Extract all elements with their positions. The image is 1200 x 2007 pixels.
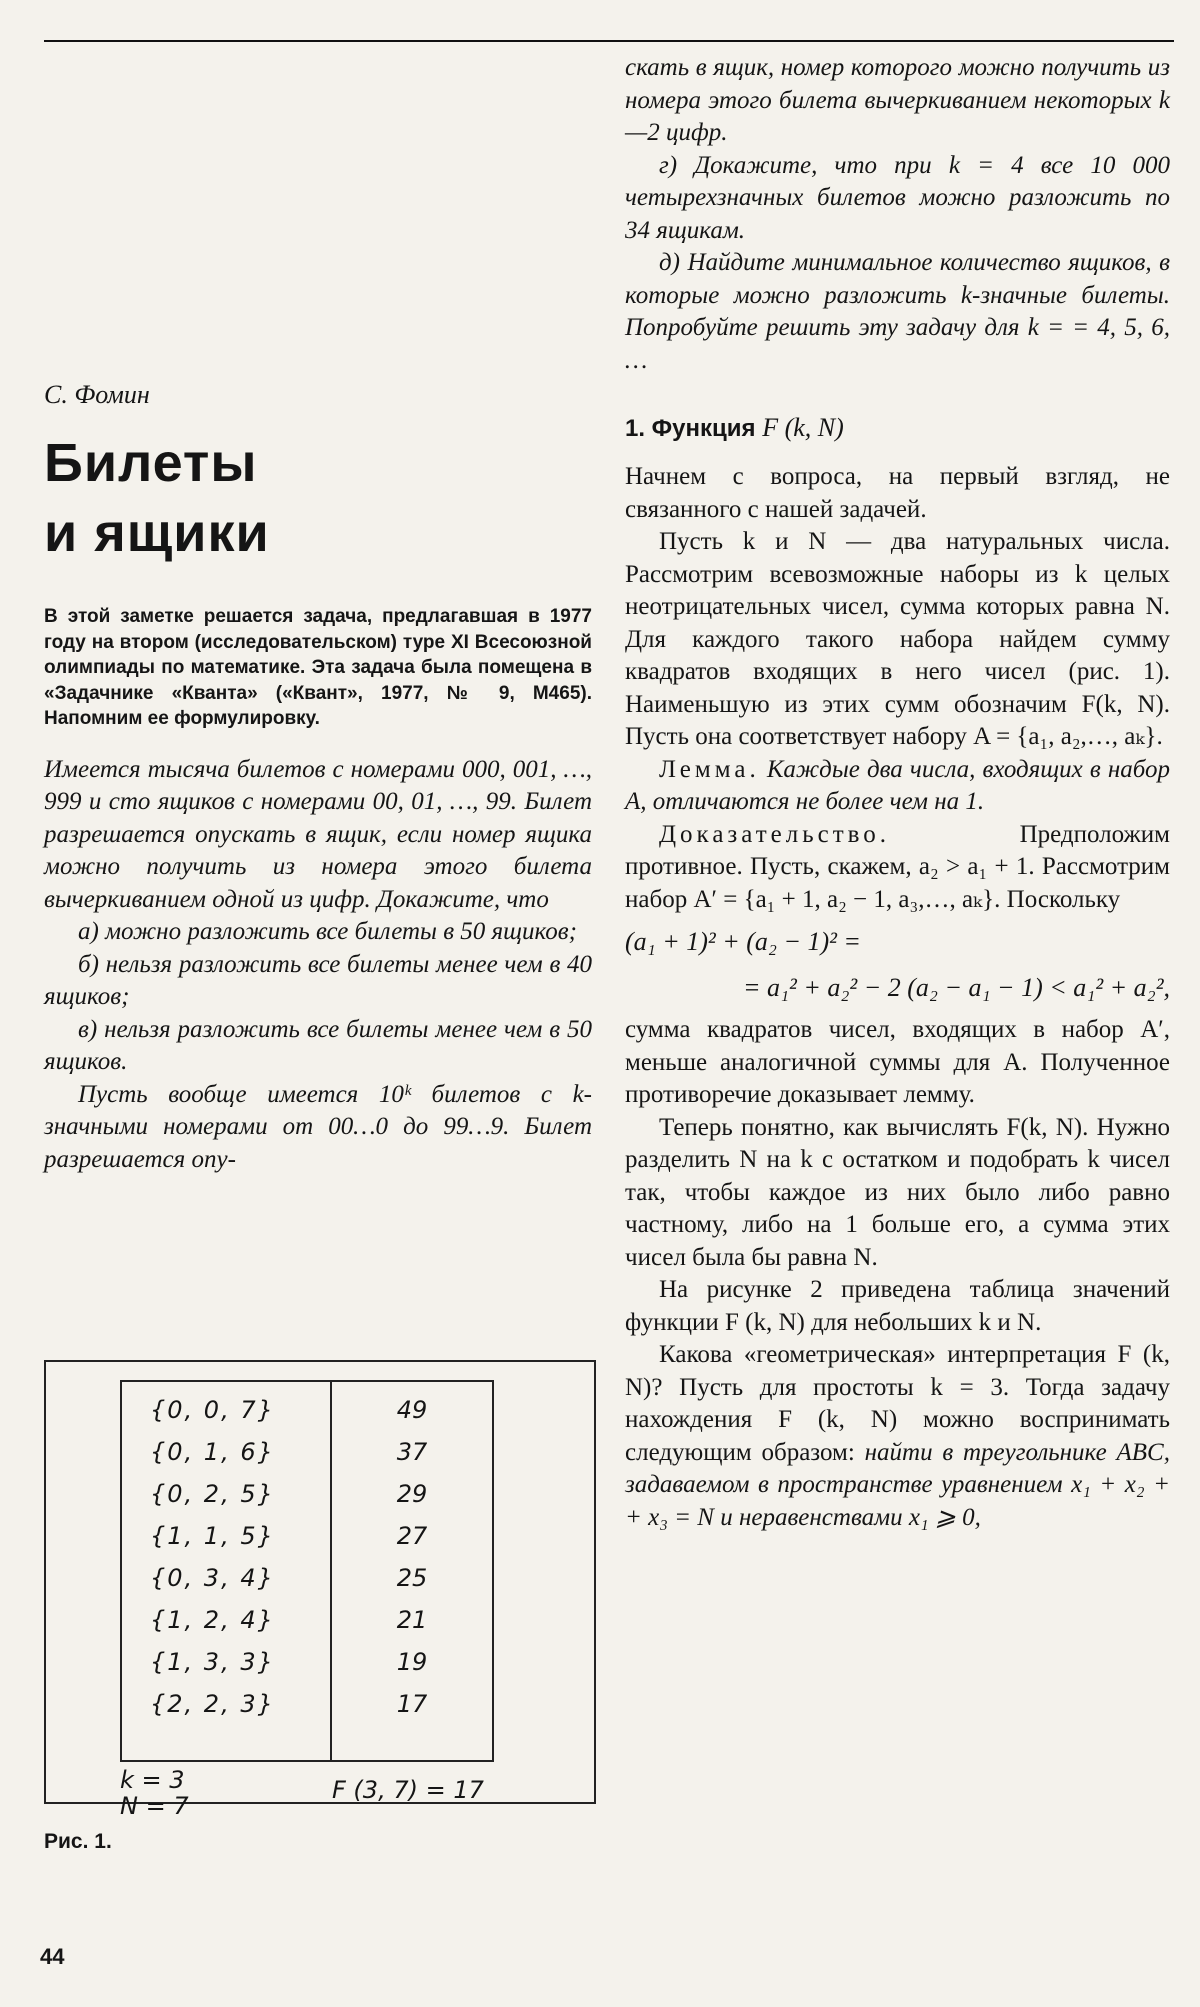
figure-row bbox=[122, 1564, 492, 1605]
section-1-paragraph-4: Теперь понятно, как вычислять F(k, N). Нужно разделить N на k с остатком и подобрать k чисел так, чтобы каждое из них было либо равно частному, либо на 1 больше его, а сумма этих чисел была бы равна N. bbox=[625, 1113, 1170, 1271]
figure-row-value: 19 bbox=[396, 1648, 428, 1676]
lemma-label: Лемма. bbox=[659, 755, 760, 783]
article-title bbox=[44, 428, 592, 568]
figure-row-set: {1, 2, 4} bbox=[150, 1606, 275, 1634]
proof-text: Предположим противное. Пусть, скажем, a₂ > a₁ + 1. Рассмотрим набор A′ = {a₁ + 1, a₂ − 1, a₃,…, aₖ}. Поскольку bbox=[625, 820, 1170, 913]
title-line-2: и ящики bbox=[44, 503, 270, 563]
problem-general: Пусть вообще имеется 10ᵏ билетов с k-значными номерами от 00…0 до 99…9. Билет разрешается опу- bbox=[44, 1080, 592, 1173]
proof bbox=[625, 819, 1170, 917]
figure-row-set: {0, 2, 5} bbox=[150, 1480, 275, 1508]
figure-1 bbox=[44, 1360, 596, 1820]
figure-k-label: k = 3 bbox=[120, 1766, 185, 1794]
figure-row-value: 21 bbox=[396, 1606, 428, 1634]
figure-row-value: 27 bbox=[396, 1522, 428, 1550]
figure-row-value: 37 bbox=[396, 1438, 428, 1466]
section-1-paragraph-3: сумма квадратов чисел, входящих в набор A′, меньше аналогичной суммы для A. Полученное противоречие доказывает лемму. bbox=[625, 1016, 1170, 1108]
figure-row-value: 17 bbox=[396, 1690, 428, 1718]
problem-intro: Имеется тысяча билетов с номерами 000, 001, …, 999 и сто ящиков с номерами 00, 01, …, 99. Билет разрешается опускать в ящик, если номер ящика можно получить из номера этого билета вычеркиванием одной из цифр. Докажите, что bbox=[44, 755, 592, 913]
section-1-paragraph-6 bbox=[625, 1339, 1170, 1534]
lemma-text: Каждые два числа, входящих в набор A, отличаются не более чем на 1. bbox=[625, 755, 1170, 815]
figure-row-set: {2, 2, 3} bbox=[150, 1690, 275, 1718]
section-1-paragraph-5: На рисунке 2 приведена таблица значений функции F (k, N) для небольших k и N. bbox=[625, 1276, 1170, 1336]
proof-label: Доказательство. bbox=[659, 820, 891, 848]
figure-row bbox=[122, 1438, 492, 1479]
problem-item-b: б) нельзя разложить все билеты менее чем в 40 ящиков; bbox=[44, 950, 592, 1010]
figure-row bbox=[122, 1396, 492, 1437]
figure-row bbox=[122, 1690, 492, 1731]
figure-caption: Рис. 1. bbox=[44, 1830, 112, 1853]
problem-item-v: в) нельзя разложить все билеты менее чем в 50 ящиков. bbox=[44, 1015, 592, 1075]
figure-row-value: 29 bbox=[396, 1480, 428, 1508]
problem-item-a: а) можно разложить все билеты в 50 ящиков; bbox=[78, 918, 577, 945]
problem-continued: скать в ящик, номер которого можно получить из номера этого билета вычеркиванием некоторых k—2 цифр. bbox=[625, 54, 1170, 146]
figure-table bbox=[120, 1380, 494, 1762]
figure-row-value: 49 bbox=[396, 1396, 428, 1424]
figure-n-label: N = 7 bbox=[120, 1792, 189, 1820]
right-column bbox=[625, 52, 1170, 1534]
author: С. Фомин bbox=[44, 380, 150, 409]
figure-row bbox=[122, 1606, 492, 1647]
figure-row bbox=[122, 1480, 492, 1521]
figure-row-set: {1, 1, 5} bbox=[150, 1522, 275, 1550]
lead-paragraph: В этой заметке решается задача, предлагавшая в 1977 году на втором (исследовательском) туре XI Всесоюзной олимпиады по математике. Эта задача была помещена в «Задачнике «Кванта» («Квант», 1977, № 9, М465). Напомним ее формулировку. bbox=[44, 606, 592, 729]
figure-row bbox=[122, 1648, 492, 1689]
section-1-paragraph-2: Пусть k и N — два натуральных числа. Рассмотрим всевозможные наборы из k целых неотрицательных чисел, сумма которых равна N. Для каждого такого набора найдем сумму квадратов входящих в него чисел (рис. 1). Наименьшую из этих сумм обозначим F(k, N). Пусть она соответствует набору A = {a₁, a₂,…, aₖ}. bbox=[625, 528, 1170, 750]
paragraph-6-italic: найти в треугольнике ABC, задаваемом в пространстве уравнением x₁ + x₂ + + x₃ = N и неравенствами x₁ ⩾ 0, bbox=[625, 1438, 1170, 1531]
figure-row-set: {0, 0, 7} bbox=[150, 1396, 275, 1424]
lemma bbox=[625, 754, 1170, 819]
section-1-paragraph-1: Начнем с вопроса, на первый взгляд, не связанного с нашей задачей. bbox=[625, 463, 1170, 523]
problem-item-g: г) Докажите, что при k = 4 все 10 000 четырехзначных билетов можно разложить по 34 ящикам. bbox=[625, 151, 1170, 244]
figure-row-value: 25 bbox=[396, 1564, 428, 1592]
title-line-1: Билеты bbox=[44, 433, 258, 493]
page-number: 44 bbox=[40, 1944, 65, 1969]
problem-item-d: д) Найдите минимальное количество ящиков, в которые можно разложить k-значные билеты. Попробуйте решить эту задачу для k = = 4, 5, 6, … bbox=[625, 249, 1170, 374]
figure-result: F (3, 7) = 17 bbox=[332, 1776, 484, 1804]
figure-row-set: {1, 3, 3} bbox=[150, 1648, 275, 1676]
top-rule bbox=[44, 40, 1174, 42]
figure-row-set: {0, 1, 6} bbox=[150, 1438, 275, 1466]
section-1-function: F (k, N) bbox=[762, 413, 844, 442]
figure-row-set: {0, 3, 4} bbox=[150, 1564, 275, 1592]
section-1-heading bbox=[625, 413, 1170, 443]
left-column bbox=[44, 380, 592, 1176]
formula-line-2: = a₁² + a₂² − 2 (a₂ − a₁ − 1) < a₁² + a₂², bbox=[742, 973, 1170, 1002]
paragraph-6-plain: Какова «геометрическая» интерпретация F (k, N)? Пусть для простоты k = 3. Тогда задачу нахождения F (k, N) можно воспринимать следующим образом: bbox=[625, 1341, 1170, 1466]
formula-line-1: (a₁ + 1)² + (a₂ − 1)² = bbox=[625, 927, 861, 956]
section-1-number: 1. Функция bbox=[625, 415, 756, 442]
figure-row bbox=[122, 1522, 492, 1563]
